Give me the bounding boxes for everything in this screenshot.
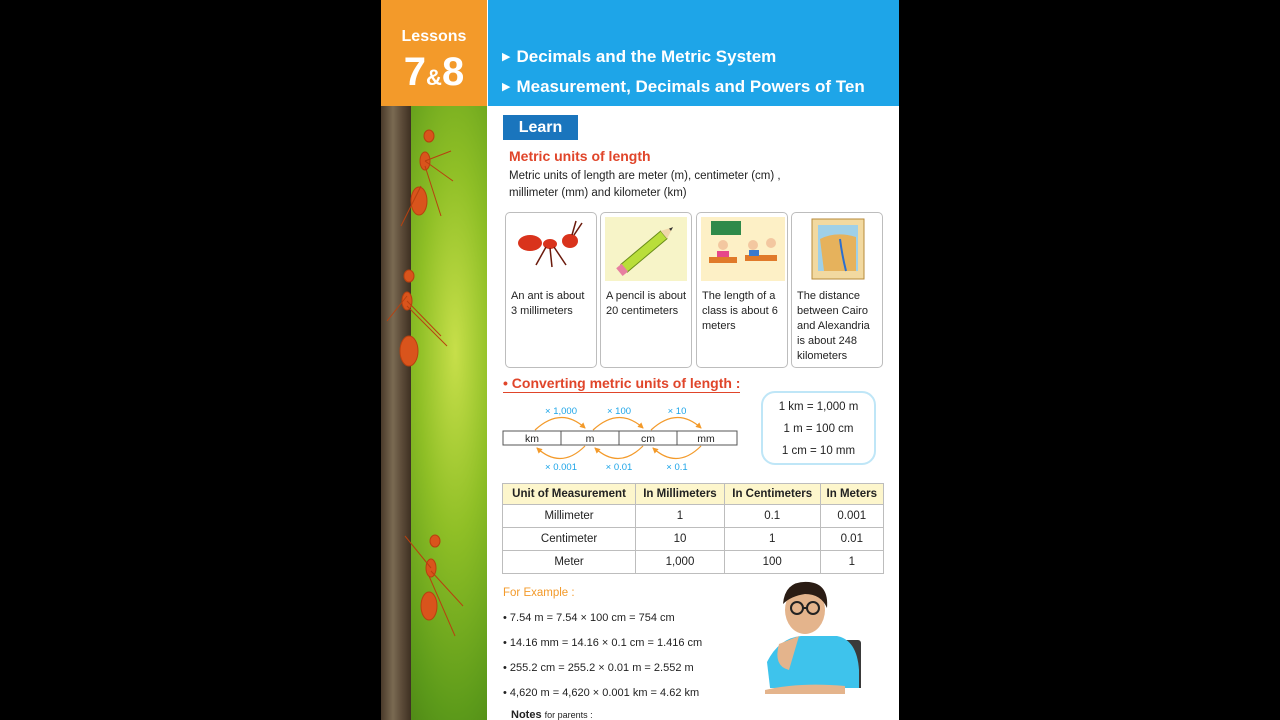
example-item: • 7.54 m = 7.54 × 100 cm = 754 cm	[503, 612, 675, 624]
unit-label-m: m	[585, 433, 595, 445]
example-item: • 255.2 cm = 255.2 × 0.01 m = 2.552 m	[503, 662, 694, 674]
table-cell: Centimeter	[503, 528, 636, 551]
ants-illustration	[381, 106, 487, 720]
ant-icon	[510, 217, 594, 281]
map-scroll-icon	[796, 217, 880, 281]
table-cell: 1	[636, 505, 725, 528]
lesson-number-a: 7	[403, 50, 427, 94]
lesson-title-1	[502, 47, 776, 67]
table-cell: 100	[724, 551, 820, 574]
conversion-facts-box	[761, 391, 876, 465]
table-row	[503, 505, 884, 528]
table-header: In Meters	[820, 484, 883, 505]
arrow-divide-2	[595, 446, 643, 459]
unit-label-mm: mm	[697, 433, 715, 445]
header-banner	[488, 0, 899, 106]
card-classroom	[696, 212, 788, 368]
notes-label	[511, 709, 593, 720]
divide-label-3: × 0.1	[666, 462, 688, 473]
lesson-number-b: 8	[441, 50, 465, 94]
multiply-label-2: × 100	[606, 406, 632, 417]
lesson-title-2	[502, 77, 865, 97]
card-text: An ant is about 3 millimeters	[511, 290, 585, 317]
multiply-label-3: × 10	[667, 406, 687, 417]
card-ant	[505, 212, 597, 368]
lesson-ampersand: &	[426, 65, 442, 90]
textbook-page	[381, 0, 899, 720]
card-text: The distance between Cairo and Alexandria is about 248 kilometers	[797, 290, 870, 362]
table-row	[503, 528, 884, 551]
table-header: In Millimeters	[636, 484, 725, 505]
conversion-fact: 1 km = 1,000 m	[778, 401, 859, 413]
example-item: • 14.16 mm = 14.16 × 0.1 cm = 1.416 cm	[503, 637, 703, 649]
unit-label-km: km	[525, 433, 539, 445]
table-cell: 0.1	[724, 505, 820, 528]
section-title-metric-units: Metric units of length	[509, 148, 651, 164]
divide-label-2: × 0.01	[605, 462, 633, 473]
conversion-fact: 1 m = 100 cm	[783, 423, 854, 435]
pencil-icon	[605, 217, 689, 281]
card-text: A pencil is about 20 centimeters	[606, 290, 687, 317]
section-body-metric-units: Metric units of length are meter (m), centimeter (cm) , millimeter (mm) and kilometer (km)	[509, 170, 781, 199]
lessons-label: Lessons	[401, 28, 467, 45]
card-pencil	[600, 212, 692, 368]
table-cell: 10	[636, 528, 725, 551]
table-cell: 0.001	[820, 505, 883, 528]
ant-photo	[381, 106, 487, 720]
conversion-diagram	[499, 398, 745, 476]
lesson-numbers	[381, 52, 487, 92]
example-title: For Example :	[503, 587, 575, 599]
table-header-row	[503, 484, 884, 505]
learn-badge: Learn	[503, 115, 578, 140]
arrow-multiply-3	[651, 417, 701, 430]
table-cell: 1,000	[636, 551, 725, 574]
card-map	[791, 212, 883, 368]
arrow-multiply-2	[593, 417, 643, 430]
multiply-label-1: × 1,000	[545, 406, 577, 417]
table-cell: 0.01	[820, 528, 883, 551]
notes-title: Notes	[511, 709, 542, 720]
table-cell: Meter	[503, 551, 636, 574]
table-cell: 1	[724, 528, 820, 551]
divide-label-1: × 0.001	[545, 462, 577, 473]
table-header: Unit of Measurement	[503, 484, 636, 505]
card-text: The length of a class is about 6 meters	[702, 290, 778, 332]
table-row	[503, 551, 884, 574]
triangle-icon: ▶	[502, 81, 511, 93]
lessons-box	[381, 0, 487, 106]
table-cell: 1	[820, 551, 883, 574]
conversion-fact: 1 cm = 10 mm	[781, 445, 856, 457]
lesson-title-2-text: Measurement, Decimals and Powers of Ten	[516, 77, 865, 96]
arrow-multiply-1	[535, 417, 585, 430]
example-item: • 4,620 m = 4,620 × 0.001 km = 4.62 km	[503, 687, 700, 699]
triangle-icon: ▶	[502, 51, 511, 63]
thinking-boy-illustration	[759, 574, 879, 702]
section-title-converting: • Converting metric units of length :	[503, 375, 741, 391]
lesson-title-1-text: Decimals and the Metric System	[516, 47, 777, 66]
arrow-divide-3	[653, 446, 701, 459]
unit-label-cm: cm	[641, 433, 655, 445]
notes-sub: for parents :	[544, 710, 593, 720]
arrow-divide-1	[537, 446, 585, 459]
classroom-icon	[701, 217, 785, 281]
units-table	[502, 483, 884, 574]
table-cell: Millimeter	[503, 505, 636, 528]
table-header: In Centimeters	[724, 484, 820, 505]
